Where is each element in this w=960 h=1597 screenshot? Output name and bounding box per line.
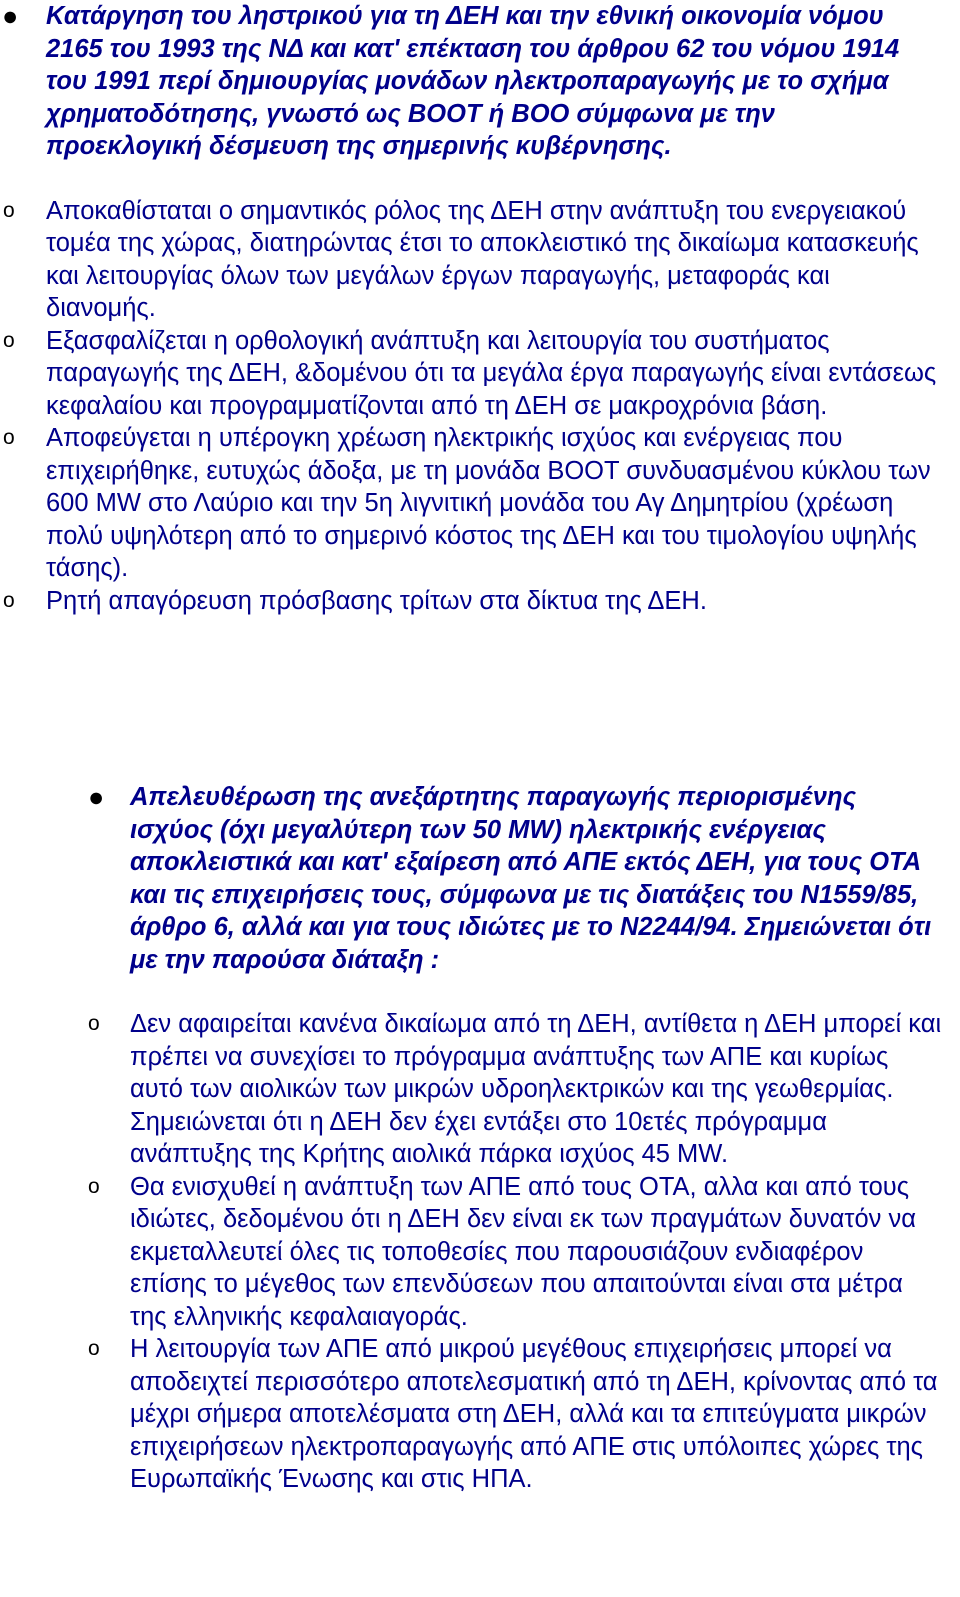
sub-list-item [0, 1171, 960, 1334]
sub-item-text: Εξασφαλίζεται η ορθολογική ανάπτυξη και λειτουργία του συστήματος παραγωγής της ΔΕΗ, &δομένου ότι τα μεγάλα έργα παραγωγής είναι εντάσεως κεφαλαίου και προγραμματίζονται από τη ΔΕΗ σε μακροχρόνια βάση. [46, 326, 937, 420]
sub-list-item [0, 325, 960, 423]
sub-item-text: Δεν αφαιρείται κανένα δικαίωμα από τη ΔΕΗ, αντίθετα η ΔΕΗ μπορεί και πρέπει να συνεχίσει το πρόγραμμα ανάπτυξης των ΑΠΕ και κυρίως αυτό των αιολικών των μικρών υδροηλεκτρικών και της γεωθερμίας. Σημειώνεται ότι η ΔΕΗ δεν έχει εντάξει στο 10ετές πρόγραμμα ανάπτυξης της Κρήτης αιολικά πάρκα ισχύος 45 MW. [130, 1010, 942, 1168]
sub-list-item [0, 585, 960, 618]
sub-item-text: Η λειτουργία των ΑΠΕ από μικρού μεγέθους επιχειρήσεις μπορεί να αποδειχτεί περισσότερο αποτελεσματική από τη ΔΕΗ, κρίνοντας από τα μέχρι σήμερα αποτελέσματα στη ΔΕΗ, αλλά και τα επιτεύγματα μικρών επιχειρήσεων ηλεκτροπαραγωγής από ΑΠΕ στις υπόλοιπες χώρες της Ευρωπαϊκής Ένωσης και στις ΗΠΑ. [130, 1335, 938, 1493]
circle-bullet-icon: o [3, 328, 15, 352]
sub-item-text: Αποφεύγεται η υπέρογκη χρέωση ηλεκτρικής ισχύος και ενέργειας που επιχειρήθηκε, ευτυχώς άδοξα, με τη μονάδα BOOT συνδυασμένου κύκλου των 600 MW στο Λαύριο και την 5η λιγνιτική μονάδα του Αγ Δημητρίου (χρέωση πολύ υψηλότερη από το σημερινό κόστος της ΔΕΗ και του τιμολογίου υψηλής τάσης). [46, 424, 931, 582]
main-list-item [0, 781, 960, 976]
section-heading: Απελευθέρωση της ανεξάρτητης παραγωγής περιορισμένης ισχύος (όχι μεγαλύτερη των 50 MW) ηλεκτρικής ενέργειας αποκλειστικά και κατ' εξαίρεση από ΑΠΕ εκτός ΔΕΗ, για τους ΟΤΑ και τις επιχειρήσεις τους, σύμφωνα με τις διατάξεις του Ν1559/85, άρθρο 6, αλλά και για τους ιδιώτες με το Ν2244/94. Σημειώνεται ότι με την παρούσα διάταξη : [130, 783, 932, 974]
circle-bullet-icon: o [88, 1012, 100, 1035]
section-heading: Κατάργηση του ληστρικού για τη ΔΕΗ και την εθνική οικονομία νόμου 2165 του 1993 της ΝΔ και κατ' επέκταση του άρθρου 62 του νόμου 1914 του 1991 περί δημιουργίας μονάδων ηλεκτροπαραγωγής με το σχήμα χρηματοδότησης, γνωστό ως BOOT ή BOO σύμφωνα με την προεκλογική δέσμευση της σημερινής κυβέρνησης. [46, 2, 900, 160]
circle-bullet-icon: o [3, 588, 15, 612]
main-list-item [0, 0, 960, 163]
sub-list-item [0, 1008, 960, 1171]
sub-item-text: Αποκαθίσταται ο σημαντικός ρόλος της ΔΕΗ στην ανάπτυξη του ενεργειακού τομέα της χώρας, διατηρώντας έτσι το αποκλειστικό της δικαίωμα κατασκευής και λειτουργίας όλων των μεγάλων έργων παραγωγής, μεταφοράς και διανομής. [46, 196, 919, 322]
sub-list [0, 195, 960, 618]
sub-list-item [0, 422, 960, 585]
circle-bullet-icon: o [88, 1337, 100, 1360]
section-boot-repeal [0, 0, 960, 617]
circle-bullet-icon: o [3, 198, 15, 222]
sub-item-text: Θα ενισχυθεί η ανάπτυξη των ΑΠΕ από τους ΟΤΑ, αλλα και από τους ιδιώτες, δεδομένου ότι η ΔΕΗ δεν είναι εκ των πραγμάτων δυνατόν να εκμεταλλευτεί όλες τις τοποθεσίες που παρουσιάζουν ενδιαφέρον επίσης το μέγεθος των επενδύσεων που απαιτούνται είναι στα μέτρα της ελληνικής κεφαλαιαγοράς. [130, 1172, 917, 1331]
bullet-icon: ● [2, 1, 19, 31]
section-res-liberalization [0, 781, 960, 1496]
circle-bullet-icon: o [88, 1174, 100, 1198]
sub-list-item [0, 1333, 960, 1496]
sub-list-item [0, 195, 960, 325]
bullet-icon: ● [88, 782, 105, 812]
sub-item-text: Ρητή απαγόρευση πρόσβασης τρίτων στα δίκτυα της ΔΕΗ. [46, 586, 707, 615]
circle-bullet-icon: o [3, 426, 15, 449]
sub-list [0, 1008, 960, 1496]
